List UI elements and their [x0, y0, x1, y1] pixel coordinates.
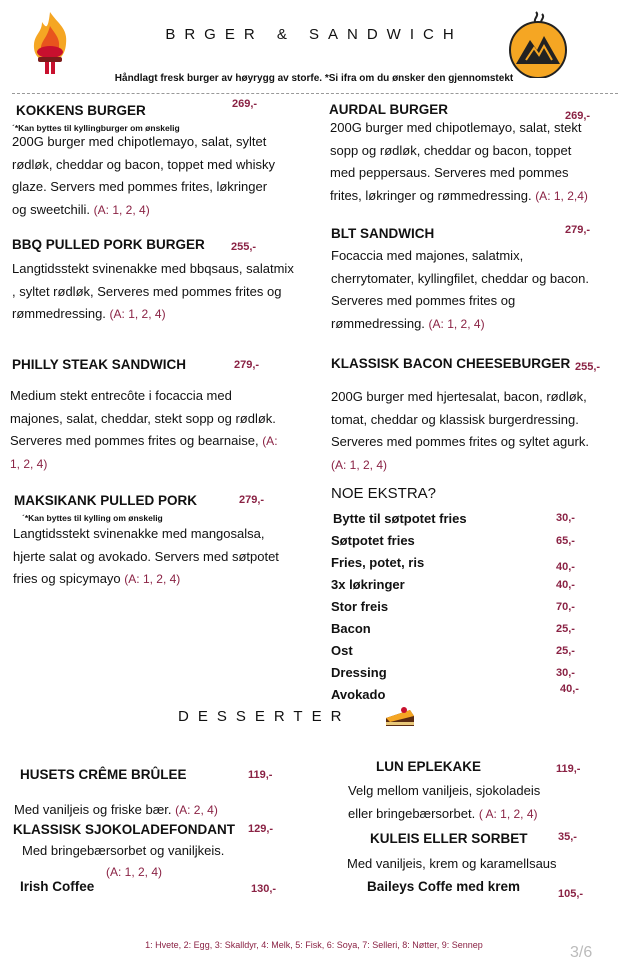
item-description [13, 523, 288, 591]
item-title: KOKKENS BURGER [16, 103, 146, 118]
item-title: BLT SANDWICH [331, 226, 435, 241]
item-price: 255,- [575, 361, 601, 373]
item-description [330, 117, 598, 207]
extra-price: 25,- [556, 623, 575, 635]
item-allergens: (A: 1, 2, 4) [93, 202, 150, 217]
dessert-description-text: eller bringebærsorbet. [348, 806, 476, 821]
flame-burger-logo-icon [28, 10, 72, 76]
item-price: 279,- [565, 224, 591, 236]
extra-price: 30,- [556, 512, 575, 524]
page-subtitle: Håndlagt fresk burger av høyrygg av storfe. *Si ifra om du ønsker den gjennomstekt [114, 73, 514, 84]
item-description [331, 245, 596, 335]
mountain-logo-icon [506, 10, 570, 78]
item-description [12, 131, 282, 221]
dessert-allergens: ( A: 1, 2, 4) [478, 807, 538, 821]
dessert-title: HUSETS CRÊME BRÛLEE [20, 767, 187, 782]
item-allergens: (A: 1, 2, 4) [10, 434, 278, 471]
item-allergens: (A: 1, 2,4) [535, 188, 588, 203]
dessert-title: LUN EPLEKAKE [376, 759, 482, 774]
item-title: KLASSISK BACON CHEESEBURGER [331, 356, 571, 371]
dessert-title: KULEIS ELLER SORBET [370, 831, 528, 846]
extra-name: Søtpotet fries [331, 533, 415, 548]
page-title: BRGER & SANDWICH [165, 26, 463, 43]
dessert-title: Irish Coffee [20, 879, 95, 894]
item-note: ´*Kan byttes til kylling om ønskelig [22, 513, 163, 523]
extra-price: 40,- [556, 579, 575, 591]
dessert-allergens: (A: 2, 4) [175, 803, 218, 817]
extra-price: 30,- [556, 667, 575, 679]
extra-name: 3x løkringer [331, 577, 405, 592]
item-price: 255,- [231, 241, 257, 253]
dessert-title: KLASSISK SJOKOLADEFONDANT [13, 822, 236, 837]
extra-price: 65,- [556, 535, 575, 547]
extra-name: Dressing [331, 665, 387, 680]
item-description [331, 386, 591, 476]
dessert-description-text: Med vaniljeis og friske bær. [14, 802, 172, 817]
dessert-description [14, 802, 218, 817]
item-description-text: 200G burger med chipotlemayo, salat, stekt sopp og rødløk, cheddar og bacon, toppet med peppersaus. Serveres med pommes frites, løkringer og rømmedressing. [330, 120, 582, 203]
item-description-text: Focaccia med majones, salatmix, cherrytomater, kyllingfilet, cheddar og bacon. Serveres med pommes frites og rømmedressing. [331, 248, 589, 331]
page-number: 3/6 [570, 944, 593, 961]
item-price: 269,- [232, 98, 258, 110]
allergen-legend: 1: Hvete, 2: Egg, 3: Skalldyr, 4: Melk, 5: Fisk, 6: Soya, 7: Selleri, 8: Nøtter, 9: Sennep [145, 940, 483, 950]
dessert-price: 35,- [558, 831, 577, 843]
dessert-price: 105,- [558, 888, 584, 900]
header-divider [12, 93, 618, 94]
item-allergens: (A: 1, 2, 4) [428, 316, 485, 331]
dessert-description-line: Velg mellom vaniljeis, sjokoladeis [348, 783, 541, 798]
item-title: MAKSIKANK PULLED PORK [14, 493, 198, 508]
item-description-text: Langtidsstekt svinenakke med mangosalsa, hjerte salat og avokado. Servers med søtpotet fries og spicymayo [13, 526, 279, 586]
item-description-text: Langtidsstekt svinenakke med bbqsaus, salatmix , syltet rødløk, Serveres med pommes frites og rømmedressing. [12, 261, 294, 321]
extra-name: Bytte til søtpotet fries [333, 511, 467, 526]
item-description-text: Medium stekt entrecôte i focaccia med majones, salat, cheddar, stekt sopp og rødløk. Serveres med pommes frites og bearnaise, [10, 388, 276, 448]
dessert-description: Med bringebærsorbet og vaniljkeis. [22, 843, 225, 858]
dessert-price: 119,- [556, 763, 581, 775]
desserts-heading: DESSERTER [178, 708, 351, 725]
dessert-price: 119,- [248, 769, 273, 781]
extra-name: Fries, potet, ris [331, 555, 425, 570]
item-description-text: 200G burger med chipotlemayo, salat, syltet rødløk, cheddar og bacon, toppet med whisky glaze. Servers med pommes frites, løkringer og sweetchili. [12, 134, 276, 217]
item-title: BBQ PULLED PORK BURGER [12, 237, 205, 252]
item-title: PHILLY STEAK SANDWICH [12, 357, 187, 372]
item-note: ´*Kan byttes til kyllingburger om ønskelig [12, 123, 180, 133]
extra-price: 40,- [556, 561, 575, 573]
item-description [10, 385, 280, 475]
item-allergens: (A: 1, 2, 4) [124, 572, 181, 586]
cake-slice-icon [384, 704, 416, 730]
item-allergens: (A: 1, 2, 4) [331, 457, 388, 472]
dessert-price: 130,- [251, 883, 277, 895]
extra-name: Stor freis [331, 599, 389, 614]
dessert-title: Baileys Coffe med krem [367, 879, 521, 894]
dessert-description: Med vaniljeis, krem og karamellsaus [347, 856, 557, 871]
dessert-description [348, 806, 538, 821]
extra-price: 40,- [560, 683, 579, 695]
item-title: AURDAL BURGER [329, 102, 449, 117]
item-price: 279,- [239, 494, 265, 506]
dessert-allergens: (A: 1, 2, 4) [106, 865, 163, 879]
extra-price: 70,- [556, 601, 575, 613]
extra-name: Avokado [331, 687, 386, 702]
extra-price: 25,- [556, 645, 575, 657]
extra-name: Ost [331, 643, 353, 658]
extras-heading: NOE EKSTRA? [331, 485, 437, 502]
item-price: 279,- [234, 359, 260, 371]
extra-name: Bacon [331, 621, 371, 636]
item-description [12, 258, 297, 326]
item-price: 269,- [565, 110, 591, 122]
dessert-price: 129,- [248, 823, 274, 835]
item-description-text: 200G burger med hjertesalat, bacon, rødløk, tomat, cheddar og klassisk burgerdressing. Serveres med pommes frites og syltet agurk. [331, 389, 589, 449]
item-allergens: (A: 1, 2, 4) [109, 307, 166, 321]
